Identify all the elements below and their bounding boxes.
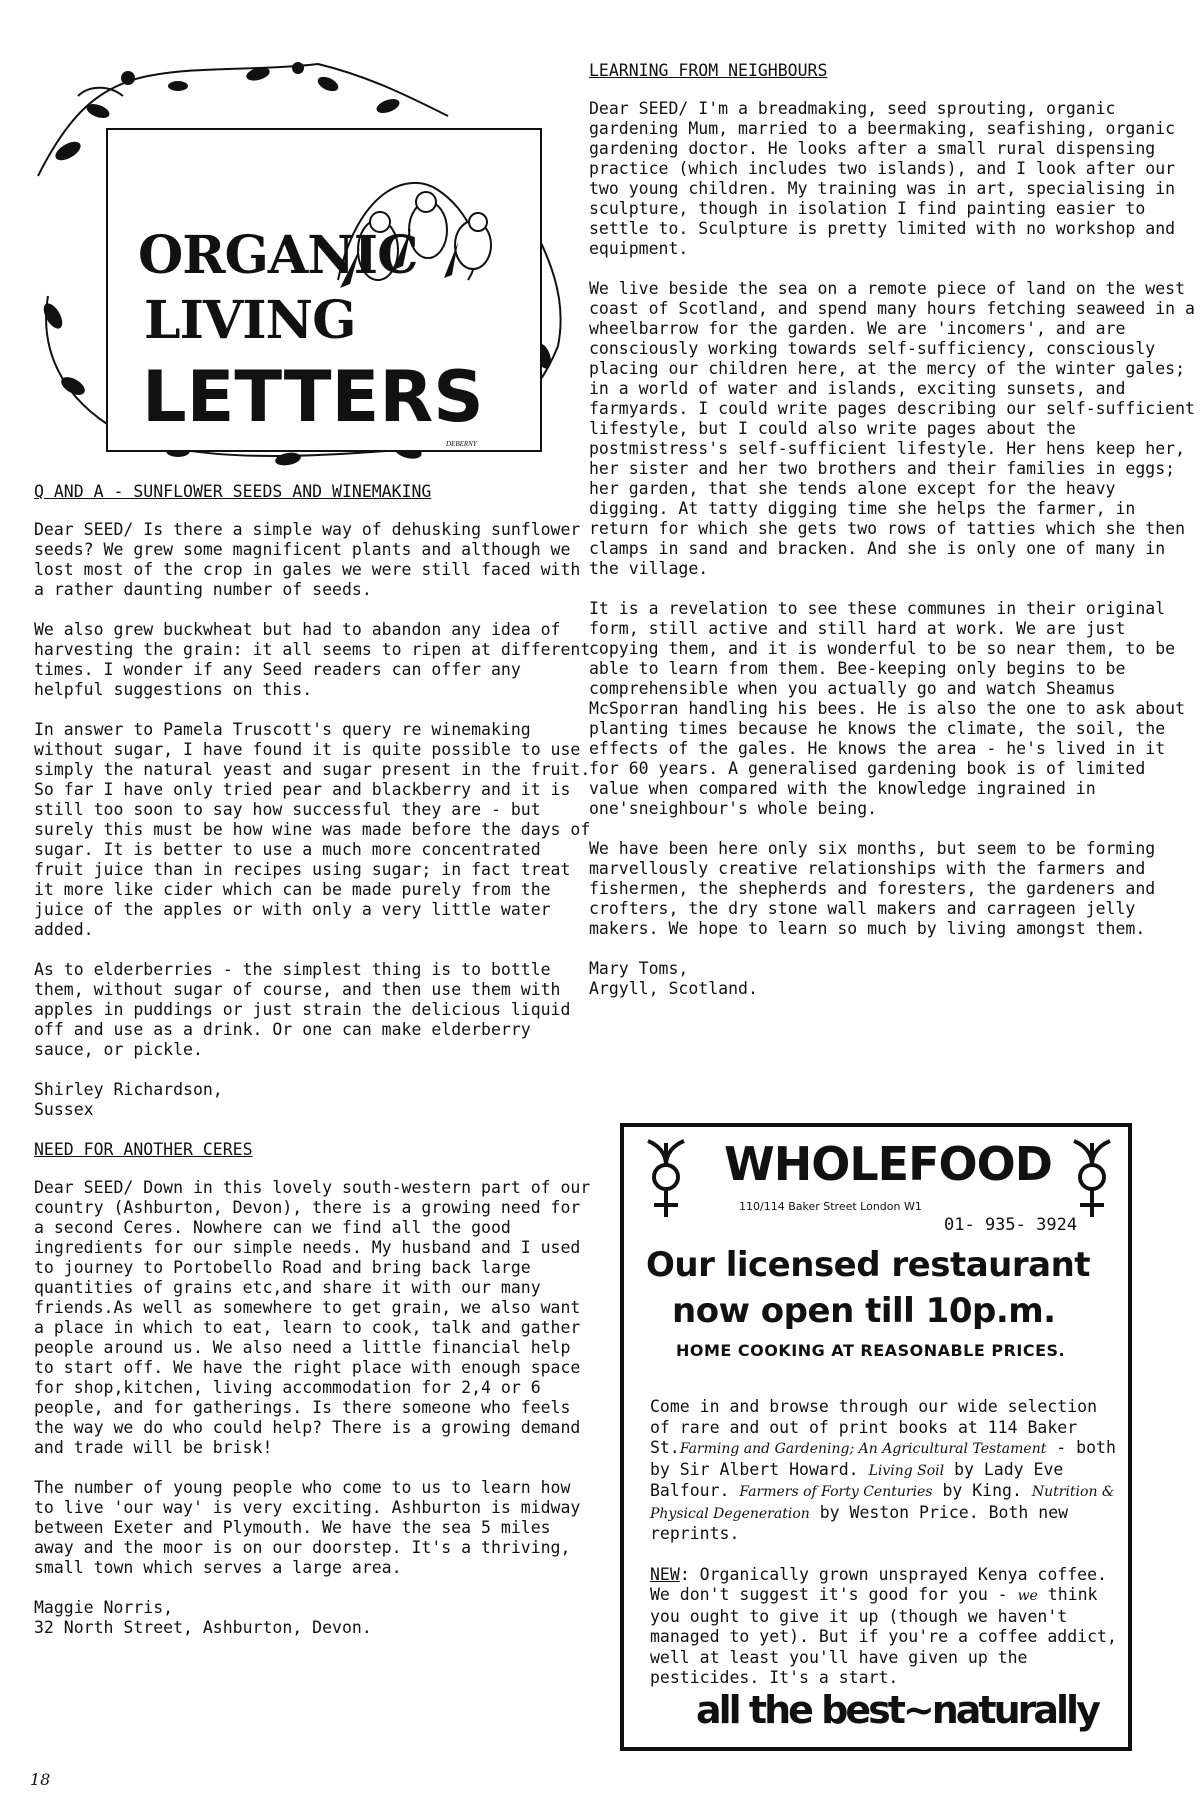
title-panel (106, 128, 542, 452)
masthead-word-living: LIVING (144, 290, 356, 351)
ad-book-title: Farming and Gardening; An Agricultural Testament (679, 1441, 1047, 1457)
masthead-word-letters: LETTERS (142, 356, 484, 438)
ad-body (650, 1397, 1120, 1709)
ad-address: 110/114 Baker Street London W1 (739, 1200, 922, 1213)
left-column (34, 482, 594, 1658)
signature-name: Shirley Richardson, (34, 1080, 223, 1099)
signature-place: 32 North Street, Ashburton, Devon. (34, 1618, 372, 1637)
wholefood-advertisement (620, 1123, 1132, 1751)
page-number: 18 (30, 1770, 51, 1789)
signature-name: Maggie Norris, (34, 1598, 174, 1617)
letter-signature (589, 959, 1199, 999)
venus-sprout-icon (638, 1139, 694, 1219)
letter-heading: Q AND A - SUNFLOWER SEEDS AND WINEMAKING (34, 482, 432, 501)
letter-paragraph: It is a revelation to see these communes in their original form, still active and still hard at work. We are just copying them, and it is wonderful to be so near them, to be able to learn from them. Bee-keeping only begins to be comprehensible when you actually go and watch Sheamus McSporran handling his bees. He is also the one to ask about planting times because he knows the climate, the soil, the effects of the gales. He knows the area - he's lived in it for 60 years. A generalised gardening book is of limited value when compared with the knowledge ingrained in one'sneighbour's whole being. (589, 599, 1186, 818)
ad-book-title: Farmers of Forty Centuries (739, 1484, 933, 1500)
letter-paragraph: Dear SEED/ I'm a breadmaking, seed sprouting, organic gardening Mum, married to a beermaking, seafishing, organic gardening doctor. He looks after a small rural dispensing practice (which includes two islands), and I look after our two young children. My training was in art, specialising in sculpture, though in isolation I find painting easier to settle to. Sculpture is pretty limited with no workshop and equipment. (589, 99, 1176, 258)
masthead-illustration (28, 56, 573, 471)
signature-name: Mary Toms, (589, 959, 689, 978)
ad-book-author: by Lady Eve Balfour. (650, 1459, 1064, 1500)
letter-heading: LEARNING FROM NEIGHBOURS (589, 61, 828, 80)
letter-signature (34, 1598, 594, 1638)
letter-paragraph: The number of young people who come to us to learn how to live 'our way' is very exciting. Ashburton is midway between Exeter and Plymouth. We have the sea 5 miles away and the moor is on our doorstep. It's a thriving, small town which serves a large area. (34, 1478, 581, 1577)
ad-headline: Our licensed restaurant (646, 1245, 1091, 1285)
letter-paragraph: Dear SEED/ Down in this lovely south-western part of our country (Ashburton, Devon), there is a growing need for a second Ceres. Nowhere can we find all the good ingredients for our simple needs. My husband and I used to journey to Portobello Road and bring back large quantities of grains etc,and share it with our many friends.As well as somewhere to get grain, we also want a place in which to eat, learn to cook, talk and gather people around us. We also need a little financial help to start off. We have the right place with enough space for shop,kitchen, living accommodation for 2,4 or 6 people, and for gatherings. Is there someone who feels the way we do who could help? There is a growing demand and trade will be brisk! (34, 1178, 591, 1457)
ad-brand-name: WHOLEFOOD (724, 1137, 1052, 1191)
signature-place: Argyll, Scotland. (589, 979, 758, 998)
ad-books-paragraph (650, 1397, 1120, 1545)
ad-new-label: NEW (650, 1564, 680, 1584)
ad-book-title: Living Soil (868, 1462, 945, 1479)
ad-coffee-aside: we (1017, 1588, 1038, 1604)
letter-paragraph: In answer to Pamela Truscott's query re winemaking without sugar, I have found it is quite possible to use simply the natural yeast and sugar present in the fruit. So far I have only tried pear and blackberry and it is still too soon to say how successful they are - but surely this must be how wine was made before the days of sugar. It is better to use a much more concentrated fruit juice than in recipes using sugar; in fact treat it more like cider which can be made purely from the juice of the apples or with only a very little water added. (34, 720, 591, 939)
ad-slogan: all the best~naturally (696, 1688, 1098, 1732)
ad-coffee-text: : Organically grown unsprayed Kenya coffee. We don't suggest it's good for you - (650, 1564, 1107, 1604)
ad-book-title: Nutrition & Physical Degeneration (650, 1484, 1115, 1522)
ad-subheadline: HOME COOKING AT REASONABLE PRICES. (676, 1341, 1066, 1360)
artist-signature: DEBERNY (446, 440, 477, 448)
ad-browse-intro: Come in and browse through our wide selection of rare and out of print books at 114 Baker St. (650, 1397, 1098, 1457)
letter-paragraph: We also grew buckwheat but had to abandon any idea of harvesting the grain: it all seems to ripen at different times. I wonder if any Seed readers can offer any helpful suggestions on this. (34, 620, 591, 699)
ad-headline: now open till 10p.m. (672, 1291, 1056, 1331)
ad-phone: 01- 935- 3924 (944, 1215, 1078, 1235)
letter-paragraph: We live beside the sea on a remote piece of land on the west coast of Scotland, and spend many hours fetching seaweed in a wheelbarrow for the garden. We are 'incomers', and are consciously working towards self-sufficiency, consciously placing our children here, at the mercy of the winter gales; in a world of water and islands, exciting sunsets, and farmyards. I could write pages describing our self-sufficient lifestyle, but I could also write pages about the postmistress's self-sufficient lifestyle. Her hens keep her, her sister and her two brothers and their families in eggs; her garden, that she tends alone except for the heavy digging. At tatty digging time she helps the farmer, in return for which she gets two rows of tatties which she then clamps in sand and bracken. And she is only one of many in the village. (589, 279, 1195, 578)
letter-signature (34, 1080, 594, 1120)
letter-heading: NEED FOR ANOTHER CERES (34, 1140, 253, 1159)
letter-paragraph: We have been here only six months, but seem to be forming marvellously creative relationships with the farmers and fishermen, the shepherds and foresters, the gardeners and crofters, the dry stone wall makers and carrageen jelly makers. We hope to learn so much by living amongst them. (589, 839, 1156, 938)
signature-place: Sussex (34, 1100, 94, 1119)
ad-coffee-paragraph (650, 1565, 1120, 1689)
letter-paragraph: As to elderberries - the simplest thing is to bottle them, without sugar of course, and then use them with apples in puddings or just strain the delicious liquid off and use as a drink. Or one can make elderberry sauce, or pickle. (34, 960, 571, 1059)
ad-coffee-text: think you ought to give it up (though we haven't managed to yet). But if you're a coffee addict, well at least you'll have given up the pesticides. It's a start. (650, 1585, 1117, 1687)
letter-paragraph: Dear SEED/ Is there a simple way of dehusking sunflower seeds? We grew some magnificent plants and although we lost most of the crop in gales we were still faced with a rather daunting number of seeds. (34, 520, 581, 599)
ad-book-author: - both by Sir Albert Howard. (650, 1438, 1116, 1479)
venus-sprout-icon (1064, 1139, 1120, 1219)
ad-book-author: by Weston Price. Both new reprints. (650, 1502, 1069, 1543)
masthead-word-organic: ORGANIC (138, 225, 418, 286)
right-column (589, 61, 1199, 1019)
ad-book-author: by King. (932, 1481, 1032, 1500)
